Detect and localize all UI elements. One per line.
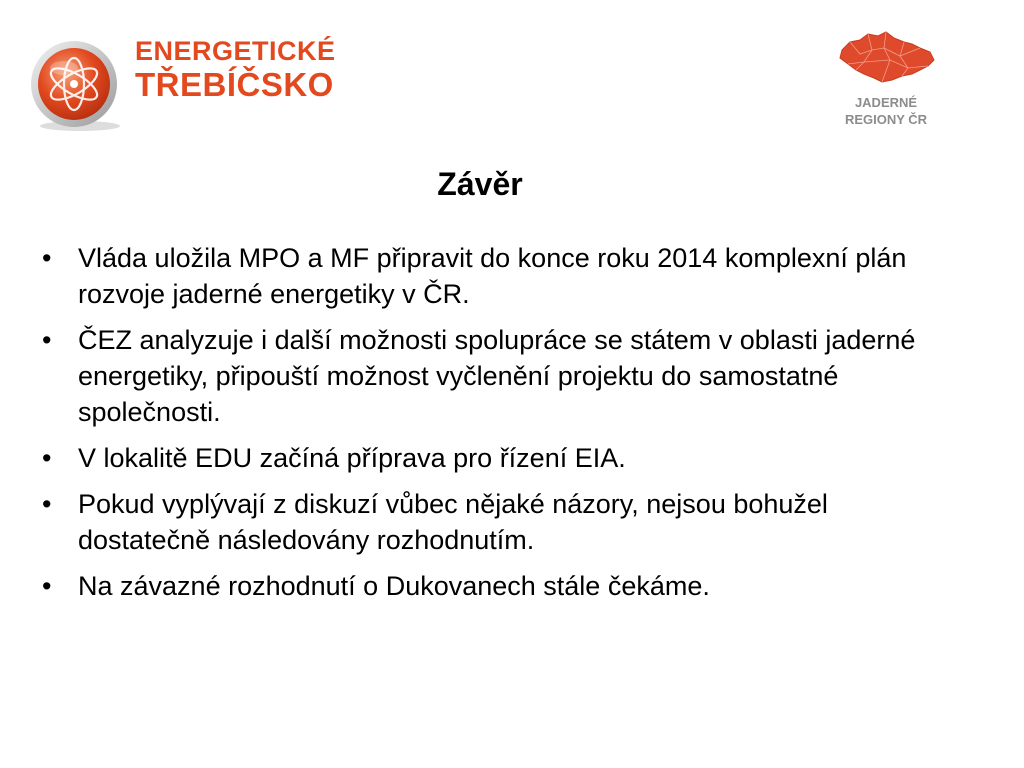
bullet-item: [34, 240, 954, 312]
bullet-item: [34, 440, 954, 476]
logo-right-line2: REGIONY ČR: [844, 112, 928, 127]
czech-map-icon: [834, 28, 938, 88]
logo-left-line2: TŘEBÍČSKO: [135, 66, 334, 103]
bullet-item: [34, 322, 954, 430]
bullet-icon: •: [42, 243, 52, 273]
logo-left-text: [135, 38, 336, 101]
bullet-item: [34, 568, 954, 604]
jaderne-regiony-logo: [828, 28, 948, 138]
bullet-text: Na závazné rozhodnutí o Dukovanech stále čekáme.: [78, 571, 710, 601]
bullet-icon: •: [42, 325, 52, 355]
bullet-icon: •: [42, 571, 52, 601]
logo-right-text: [828, 94, 944, 128]
slide-title: Závěr: [437, 166, 523, 202]
bullet-list: [34, 240, 954, 614]
bullet-icon: •: [42, 443, 52, 473]
logo-left-line1: ENERGETICKÉ: [135, 36, 336, 66]
bullet-icon: •: [42, 489, 52, 519]
logo-right-line1: JADERNÉ: [854, 95, 918, 110]
bullet-text: ČEZ analyzuje i další možnosti spolupráce se státem v oblasti jaderné energetiky, připouští možnost vyčlenění projektu do samostatné společnosti.: [78, 325, 916, 427]
energeticke-trebicsko-logo: [28, 32, 336, 132]
atom-emblem-icon: [28, 40, 128, 132]
bullet-text: Pokud vyplývají z diskuzí vůbec nějaké názory, nejsou bohužel dostatečně následovány rozhodnutím.: [78, 489, 828, 555]
bullet-text: Vláda uložila MPO a MF připravit do konce roku 2014 komplexní plán rozvoje jaderné energetiky v ČR.: [78, 243, 907, 309]
bullet-item: [34, 486, 954, 558]
bullet-text: V lokalitě EDU začíná příprava pro řízení EIA.: [78, 443, 626, 473]
